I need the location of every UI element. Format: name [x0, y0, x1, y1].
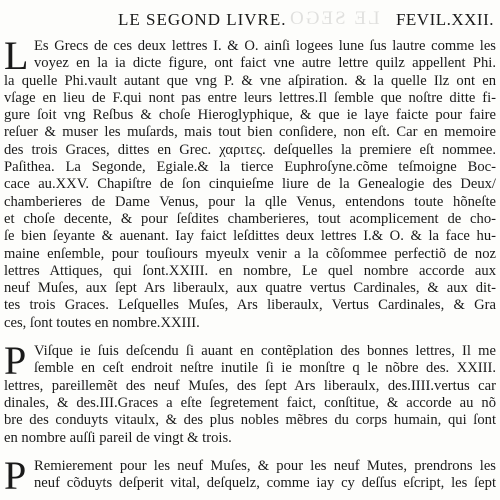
text-line: chamberieres de Dame Venus, pour la qlle Venus, entendons toute hõneſte	[4, 193, 496, 210]
body-text	[4, 33, 496, 500]
text-line: bre des conduyts vitaulx, & des plus nobles mẽbres du corps humain, qui ſont	[4, 412, 496, 429]
drop-cap: L	[4, 33, 29, 78]
text-line: gure ſoit vng Reſbus & choſe Hieroglyphique, & que ie laye faicte pour faire	[4, 107, 496, 124]
text-line: Paſithea. La Segonde, Egiale.& la tierce Euphroſyne.cõme teſmoigne Boc-	[4, 159, 496, 176]
folio-number: FEVIL.XXII.	[395, 10, 494, 29]
running-title: LE SEGOND LIVRE.	[118, 10, 287, 29]
drop-cap: P	[4, 338, 27, 384]
text-line: reſuer & muser les muſards, mais tout bien conſidere, non eſt. Car en memoire	[4, 124, 496, 141]
page-header	[0, 6, 500, 34]
text-line: des trois Graces, dittes en Grec. χαριτες. deſquelles la premiere eſt nommee.	[4, 141, 496, 158]
text-line: la quelle Phi.vault autant que vng P. & vne aſpiration. & la quelle Ilz ont en	[4, 72, 496, 89]
text-line: lettres, pareillemẽt des neuf Muſes, des ſept Ars liberaulx, des.IIII.vertus car	[4, 377, 496, 394]
text-line: Remierement pour les neuf Muſes, & pour les neuf Mutes, prendrons les	[34, 457, 496, 474]
text-line: ſemble en ceſt endroit neſtre inutile ſi ie monſtre q le nõbre des. XXIII.	[34, 360, 496, 377]
text-line: Viſque ie ſuis deſcendu ſi auant en contẽplation des bonnes lettres, Il me	[34, 343, 496, 360]
paragraph-2	[4, 338, 496, 447]
text-line: tes trois Graces. Leſquelles Muſes, Ars liberaulx, Vertus Cardinales, & Gra	[4, 297, 496, 314]
text-line: neuf Muſes, aux ſept Ars liberaulx, aux quatre vertus Cardinales, & aux dit-	[4, 280, 496, 297]
text-line: ces, ſont toutes en nombre.XXIII.	[4, 314, 200, 331]
text-line: vſage en lieu de F.qui nont pas entre leurs lettres.Il ſemble que noſtre ditte fi-	[4, 89, 496, 106]
drop-cap: P	[4, 452, 27, 498]
text-line: lettres Attiques, qui ſont.XXIII. en nombre, Le quel nombre accorde aux	[4, 262, 496, 279]
text-line: et choſe decente, & pour ſeſdites chamberieres, tout acomplicement de cho-	[4, 210, 496, 227]
text-line: dinales, & des.III.Graces a eſte ſegretement faict, conſtitue, & accorde au nõ	[4, 394, 496, 411]
text-line: ſe bien ſeyante & auenant. Iay faict leſdittes deux lettres I.& O. & la face hu-	[4, 228, 496, 245]
text-line: en nombre auſſi pareil de vingt & trois.	[4, 429, 232, 446]
paragraph-3	[4, 452, 496, 498]
text-line: neuf cõduyts deſperit vital, deſquelz, comme iay cy deſſus eſcript, les ſept	[34, 475, 496, 492]
text-line: voyez en la ia dicte figure, ont faict vne autre lettre quilz appellent Phi.	[34, 55, 496, 72]
text-line: Es Grecs de ces deux lettres I. & O. ainſi logees lune ſus lautre comme les	[34, 38, 496, 54]
text-line: cace au.XXV. Chapiſtre de ſon cinquieſme liure de la Genealogie des Deux/	[4, 176, 496, 193]
text-line: maine enſemble, pour touſiours myeulx venir a la cõſommee perfectiõ de noz	[4, 245, 496, 262]
paragraph-1	[4, 33, 496, 332]
show-through-text: LE SEGO	[288, 8, 380, 29]
